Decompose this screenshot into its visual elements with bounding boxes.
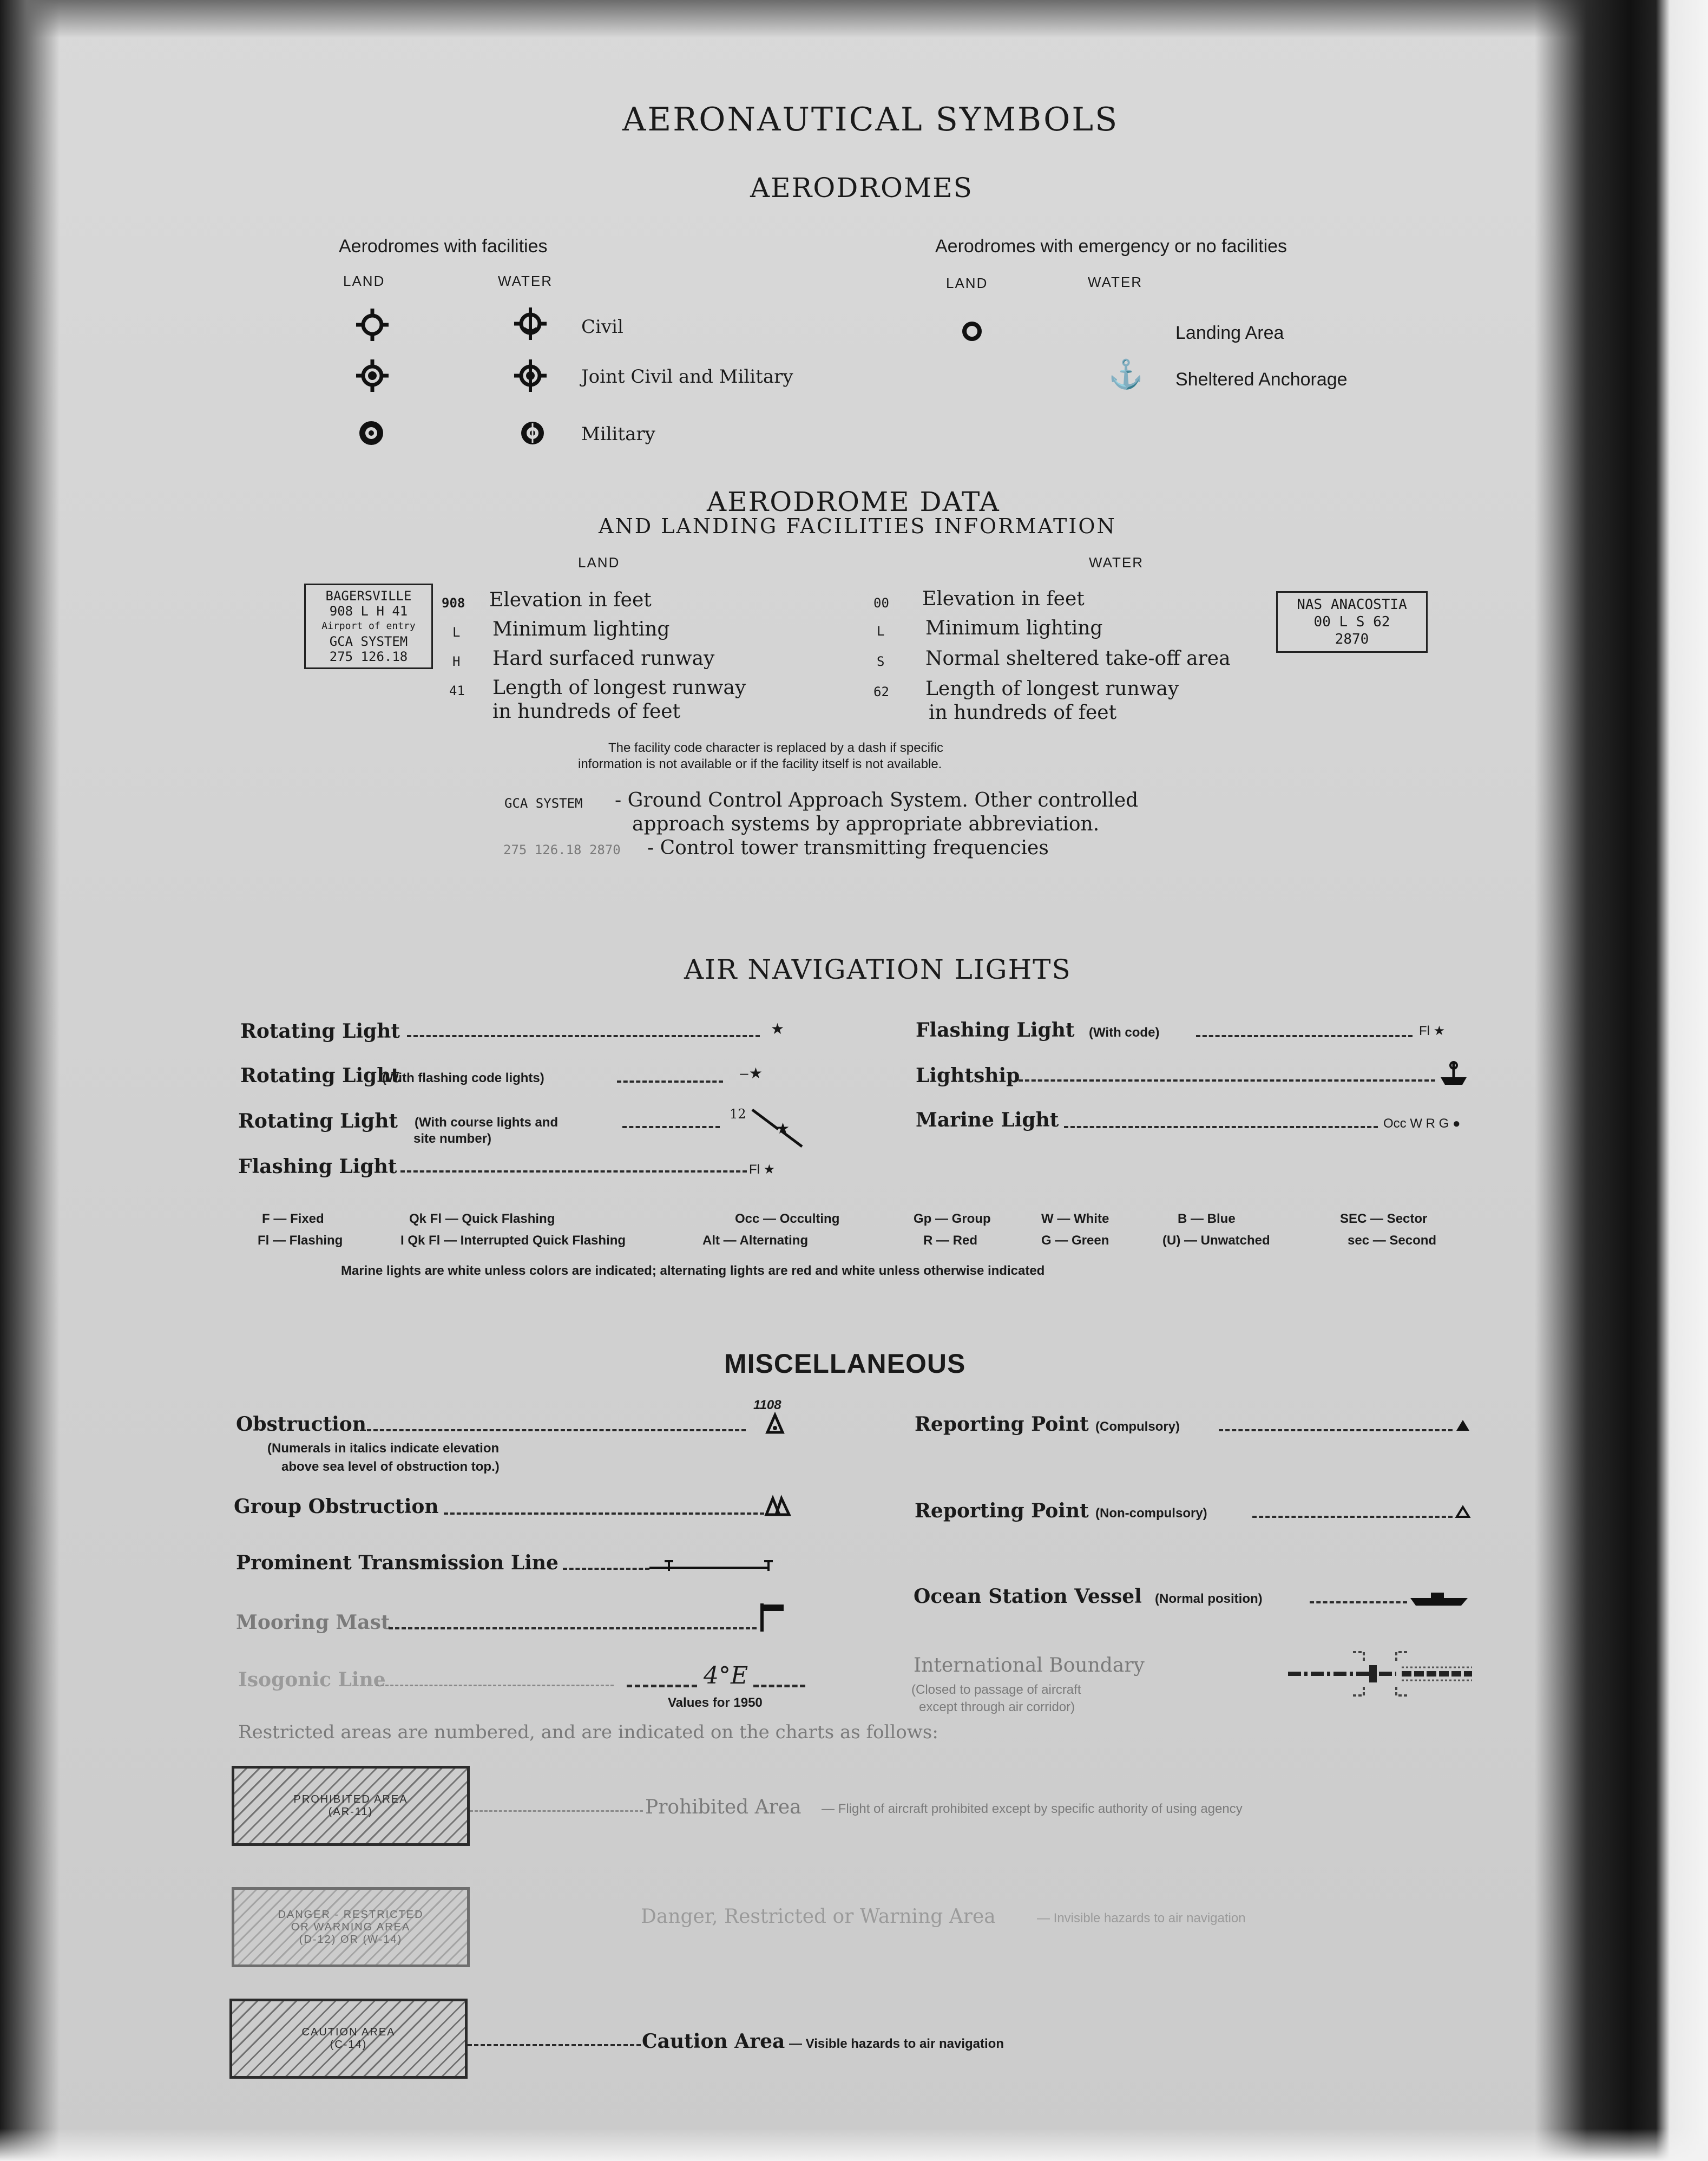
water-sample-code: 00 L S 62	[1313, 614, 1390, 630]
facility-note-line1: The facility code character is replaced by a dash if specific	[608, 741, 943, 755]
rotating-light-code-note: (With flashing code lights)	[382, 1071, 544, 1085]
obstruction-elevation: 1108	[753, 1398, 781, 1412]
abbrev-fixed: F — Fixed	[262, 1212, 324, 1226]
transmission-line-icon	[649, 1558, 779, 1574]
rotating-light-course-leader	[622, 1126, 720, 1128]
danger-area-label: Danger, Restricted or Warning Area	[641, 1905, 996, 1928]
prohibited-leader	[470, 1810, 643, 1812]
obstruction-label: Obstruction	[236, 1413, 366, 1436]
civil-label: Civil	[581, 316, 623, 338]
international-boundary-note1: (Closed to passage of aircraft	[911, 1682, 1081, 1697]
caution-box-text2: (C-14)	[330, 2039, 367, 2051]
land-code-elevation: 908	[442, 595, 465, 611]
rotating-light-code-symbol: ‒★	[739, 1064, 763, 1082]
abbrev-unwatched: (U) — Unwatched	[1162, 1233, 1270, 1248]
isogonic-note: Values for 1950	[668, 1695, 763, 1710]
isogonic-dash-right	[753, 1685, 805, 1687]
transmission-line-leader	[563, 1568, 649, 1570]
land-code-runway: H	[452, 654, 461, 669]
aerodrome-data-subheading: AND LANDING FACILITIES INFORMATION	[599, 514, 1116, 538]
freq-code: 275 126.18 2870	[503, 842, 621, 857]
abbrev-flashing: Fl — Flashing	[258, 1233, 343, 1248]
caution-box-text1: CAUTION AREA	[301, 2026, 396, 2038]
danger-area-desc: — Invisible hazards to air navigation	[1037, 1911, 1246, 1926]
lights-heading: AIR NAVIGATION LIGHTS	[684, 954, 1072, 985]
obstruction-icon	[765, 1414, 785, 1433]
water-length-text2: in hundreds of feet	[929, 702, 1117, 724]
reporting-point-noncomp-label: Reporting Point	[915, 1499, 1089, 1522]
military-water-icon	[517, 418, 548, 448]
civil-water-icon	[513, 306, 548, 341]
reporting-point-noncomp-leader	[1252, 1516, 1453, 1518]
ocean-station-vessel-icon	[1409, 1588, 1470, 1608]
danger-area-sample	[232, 1887, 470, 1967]
caution-area-desc: — Visible hazards to air navigation	[789, 2036, 1004, 2051]
abbrev-red: R — Red	[923, 1233, 978, 1248]
abbrev-interrupted: I Qk Fl — Interrupted Quick Flashing	[400, 1233, 626, 1248]
mooring-mast-leader	[389, 1627, 757, 1629]
international-boundary-note2: except through air corridor)	[919, 1700, 1075, 1714]
isogonic-line-label: Isogonic Line	[238, 1668, 386, 1691]
danger-box-text3: (D-12) OR (W-14)	[299, 1933, 403, 1946]
page-title: AERONAUTICAL SYMBOLS	[622, 101, 1119, 139]
lightship-leader	[1019, 1079, 1435, 1082]
isogonic-dash-left	[627, 1685, 697, 1687]
reporting-point-noncompulsory-icon	[1456, 1506, 1470, 1518]
danger-box-text1: DANGER - RESTRICTED	[278, 1908, 424, 1921]
land-length-text2: in hundreds of feet	[492, 700, 681, 723]
group-obstruction-label: Group Obstruction	[234, 1495, 439, 1518]
obstruction-leader	[367, 1429, 746, 1431]
prohibited-box-text1: PROHIBITED AREA	[293, 1793, 408, 1805]
prohibited-area-label: Prohibited Area	[645, 1796, 802, 1818]
flashing-light-code-note: (With code)	[1089, 1025, 1160, 1040]
land-code-lighting: L	[452, 625, 461, 640]
flashing-light-leader	[400, 1170, 747, 1173]
abbrev-group: Gp — Group	[914, 1212, 991, 1226]
joint-label: Joint Civil and Military	[581, 366, 793, 388]
land-aerodrome-sample-box	[304, 584, 433, 669]
rotating-light-leader	[407, 1035, 760, 1037]
sample-entry: Airport of entry	[321, 620, 416, 632]
data-water-label: WATER	[1089, 554, 1144, 571]
international-boundary-icon	[1288, 1646, 1472, 1700]
water-elevation-text: Elevation in feet	[922, 588, 1085, 610]
prohibited-box-text2: (AR-11)	[328, 1806, 373, 1818]
sample-code: 908 L H 41	[329, 604, 408, 619]
mooring-mast-icon	[758, 1601, 788, 1634]
land-length-text: Length of longest runway	[492, 677, 746, 699]
flashing-light-label: Flashing Light	[238, 1155, 397, 1178]
water-col-label-2: WATER	[1088, 274, 1142, 290]
abbrev-alternating: Alt — Alternating	[702, 1233, 809, 1248]
rotating-light-course-note: (With course lights and	[415, 1115, 559, 1130]
water-code-lighting: L	[877, 624, 885, 639]
course-light-icon	[750, 1106, 804, 1150]
landing-area-label: Landing Area	[1175, 323, 1284, 343]
abbrev-white: W — White	[1041, 1212, 1109, 1226]
caution-area-label: Caution Area	[642, 2030, 785, 2053]
scan-edge-left	[0, 0, 60, 2161]
rotating-light-code-leader	[617, 1080, 723, 1083]
sample-gca: GCA SYSTEM	[329, 634, 408, 649]
danger-box-text2: OR WARNING AREA	[291, 1921, 411, 1933]
transmission-line-label: Prominent Transmission Line	[236, 1551, 559, 1574]
ocean-station-vessel-note: (Normal position)	[1155, 1592, 1263, 1606]
prohibited-area-sample	[232, 1766, 470, 1846]
without-facilities-label: Aerodromes with emergency or no facilities	[935, 236, 1287, 257]
water-col-label: WATER	[498, 273, 553, 289]
gca-code: GCA SYSTEM	[504, 796, 583, 811]
abbrev-occulting: Occ — Occulting	[735, 1212, 840, 1226]
water-sample-name: NAS ANACOSTIA	[1297, 597, 1407, 613]
abbrev-quick-flashing: Qk Fl — Quick Flashing	[409, 1212, 555, 1226]
facility-note-line2: information is not available or if the facility itself is not available.	[578, 757, 942, 771]
land-col-label: LAND	[343, 273, 385, 289]
aerodromes-heading: AERODROMES	[750, 172, 973, 204]
svg-text:★: ★	[776, 1119, 790, 1137]
reporting-point-noncomp-note: (Non-compulsory)	[1095, 1506, 1207, 1521]
rotating-light-course-label: Rotating Light	[238, 1110, 398, 1132]
reporting-point-comp-leader	[1219, 1429, 1453, 1431]
water-length-text: Length of longest runway	[925, 678, 1179, 700]
scan-edge-top	[0, 0, 1708, 38]
sample-freq: 275 126.18	[329, 649, 408, 664]
water-code-area: S	[877, 654, 885, 669]
lightship-icon	[1437, 1061, 1470, 1089]
land-elevation-text: Elevation in feet	[489, 589, 652, 611]
misc-heading: MISCELLANEOUS	[724, 1348, 966, 1379]
sample-name: BAGERSVILLE	[325, 588, 412, 604]
abbrev-green: G — Green	[1041, 1233, 1109, 1248]
course-site-number: 12	[730, 1106, 746, 1122]
caution-area-sample	[229, 1999, 468, 2079]
water-sample-freq: 2870	[1335, 631, 1369, 647]
rotating-light-course-note2: site number)	[413, 1131, 492, 1146]
obstruction-note2: above sea level of obstruction top.)	[281, 1459, 500, 1474]
water-code-length: 62	[873, 684, 889, 699]
caution-leader	[468, 2044, 641, 2046]
land-code-length: 41	[449, 683, 465, 698]
military-land-icon	[355, 417, 387, 449]
rotating-light-label: Rotating Light	[240, 1020, 400, 1043]
gca-text1: - Ground Control Approach System. Other controlled	[615, 789, 1139, 811]
reporting-point-comp-label: Reporting Point	[915, 1413, 1089, 1436]
rotating-light-code-label: Rotating Light	[240, 1064, 400, 1087]
flashing-light-code-label: Flashing Light	[916, 1019, 1075, 1042]
freq-text: - Control tower transmitting frequencies	[647, 837, 1049, 859]
ocean-station-vessel-label: Ocean Station Vessel	[914, 1585, 1142, 1608]
water-area-text: Normal sheltered take-off area	[925, 647, 1231, 670]
rotating-light-symbol: ★	[771, 1020, 785, 1038]
marine-light-label: Marine Light	[916, 1109, 1059, 1131]
obstruction-note1: (Numerals in italics indicate elevation	[267, 1441, 500, 1456]
isogonic-value: 4°E	[704, 1662, 748, 1689]
aerodrome-data-heading: AERODROME DATA	[707, 486, 1000, 518]
restricted-intro: Restricted areas are numbered, and are indicated on the charts as follows:	[238, 1721, 938, 1743]
scan-edge-bottom	[0, 2129, 1708, 2161]
civil-land-icon	[355, 307, 390, 342]
group-obstruction-leader	[444, 1512, 764, 1515]
gca-text2: approach systems by appropriate abbreviation.	[632, 813, 1100, 835]
joint-water-icon	[513, 358, 548, 393]
water-code-elevation: 00	[873, 595, 889, 611]
marine-light-leader	[1064, 1126, 1378, 1128]
land-lighting-text: Minimum lighting	[492, 618, 670, 640]
data-land-label: LAND	[578, 554, 620, 571]
anchor-icon: ⚓	[1108, 358, 1144, 391]
landing-area-icon	[960, 319, 984, 343]
mooring-mast-label: Mooring Mast	[236, 1611, 390, 1634]
land-runway-text: Hard surfaced runway	[492, 647, 715, 670]
reporting-point-compulsory-icon	[1456, 1419, 1470, 1431]
sheltered-anchorage-label: Sheltered Anchorage	[1175, 369, 1348, 390]
with-facilities-label: Aerodromes with facilities	[339, 236, 548, 257]
prohibited-area-desc: — Flight of aircraft prohibited except by specific authority of using agency	[822, 1802, 1243, 1816]
land-col-label-2: LAND	[946, 275, 988, 291]
joint-land-icon	[355, 358, 390, 393]
lightship-label: Lightship	[916, 1064, 1020, 1087]
isogonic-leader	[376, 1685, 614, 1686]
scan-edge-right	[1535, 0, 1708, 2161]
water-aerodrome-sample-box	[1276, 591, 1428, 653]
ocean-station-vessel-leader	[1310, 1601, 1407, 1603]
abbrev-sector: SEC — Sector	[1340, 1212, 1428, 1226]
international-boundary-label: International Boundary	[914, 1654, 1145, 1677]
reporting-point-comp-note: (Compulsory)	[1095, 1419, 1180, 1434]
flashing-light-symbol: Fl ★	[749, 1162, 776, 1177]
group-obstruction-icon	[765, 1496, 791, 1516]
abbrev-second: sec — Second	[1348, 1233, 1437, 1248]
marine-lights-note: Marine lights are white unless colors are indicated; alternating lights are red and white unless otherwise indicated	[341, 1263, 1045, 1278]
marine-light-symbol: Occ W R G ●	[1383, 1116, 1461, 1131]
abbrev-blue: B — Blue	[1178, 1212, 1236, 1226]
flashing-light-code-symbol: Fl ★	[1419, 1024, 1446, 1038]
flashing-light-code-leader	[1196, 1035, 1413, 1037]
water-lighting-text: Minimum lighting	[925, 617, 1103, 639]
military-label: Military	[581, 423, 655, 445]
